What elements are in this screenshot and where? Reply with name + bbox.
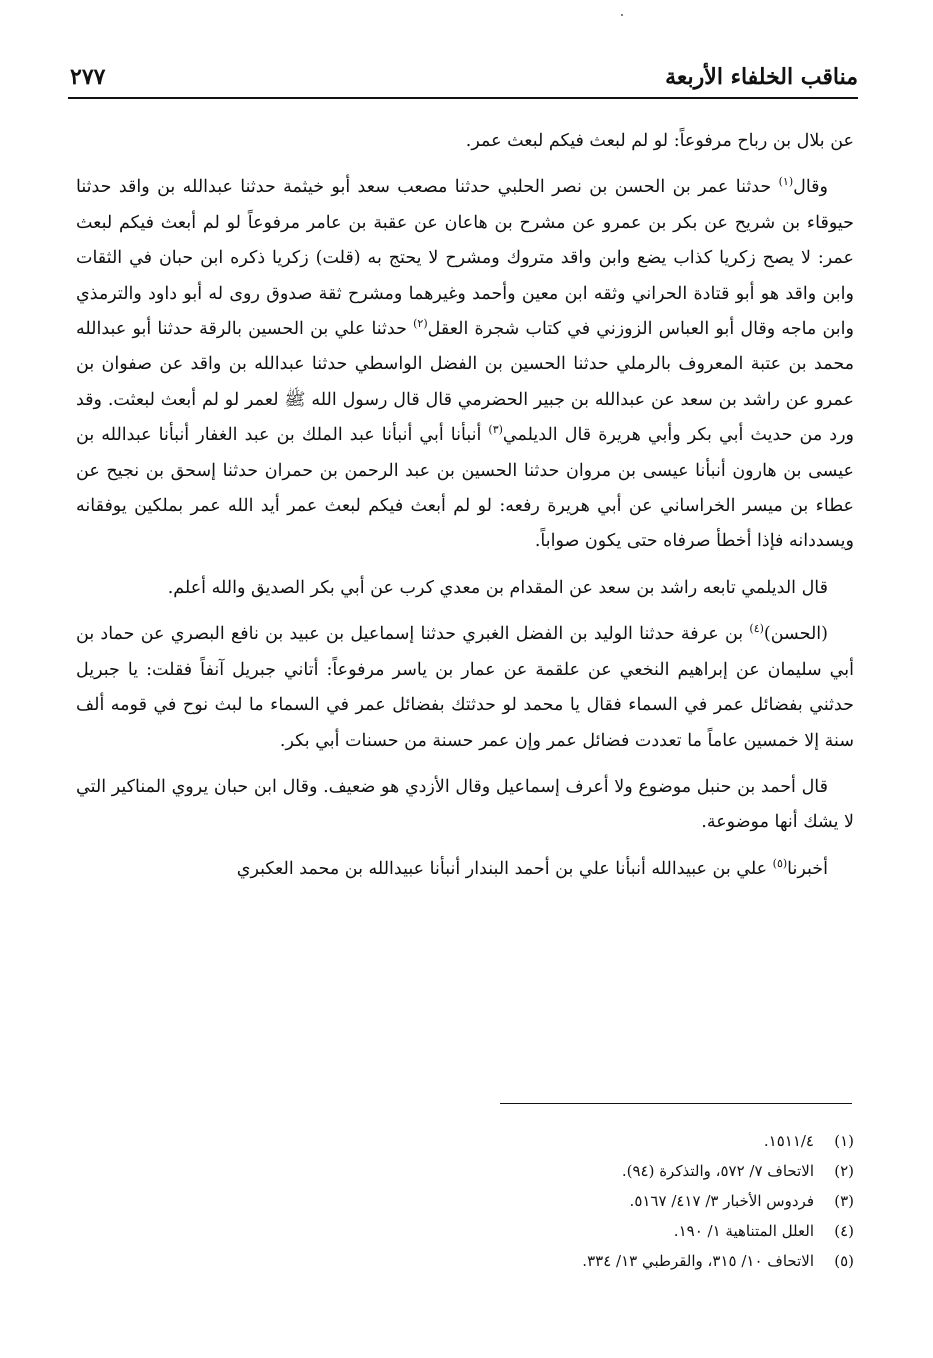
paragraph-text: قال أحمد بن حنبل موضوع ولا أعرف إسماعيل وقال الأزدي هو ضعيف. وقال ابن حبان يروي المناكير التي لا يشك أنها موضوعة. <box>76 776 854 833</box>
header-rule <box>68 97 858 99</box>
footnote-separator <box>500 1103 852 1104</box>
paragraph <box>76 770 854 841</box>
running-header <box>68 62 858 96</box>
footnote-reference: (١) <box>778 175 794 189</box>
footnote-reference: (٣) <box>488 423 503 437</box>
paragraph-text: وقال <box>793 177 828 198</box>
paragraph-text: عن بلال بن رباح مرفوعاً: لو لم لبعث فيكم لبعث عمر. <box>465 131 854 151</box>
paragraph <box>76 617 854 759</box>
footnote-text: الاتحاف ١٠/ ٣١٥، والقرطبي ١٣/ ٣٣٤. <box>582 1252 814 1270</box>
main-text <box>76 124 854 898</box>
footnote-text: ١٥١١/٤. <box>763 1132 814 1150</box>
paragraph <box>76 571 854 606</box>
paragraph-text: علي بن عبيدالله أنبأنا علي بن أحمد البندار أنبأنا عبيدالله بن محمد العكبري <box>236 858 773 879</box>
footnote-text: فردوس الأخبار ٣/ ٤١٧/ ٥١٦٧. <box>629 1192 814 1210</box>
scan-speck <box>621 14 623 16</box>
footnote-item <box>150 1246 854 1276</box>
footnote-item <box>150 1216 854 1246</box>
footnote-number: (٢) <box>834 1162 854 1180</box>
paragraph <box>76 170 854 559</box>
footnotes <box>150 1126 854 1276</box>
paragraph-text: حدثنا علي بن الحسين بالرقة حدثنا أبو عبدالله محمد بن عتبة المعروف بالرملي حدثنا الحسين بن الفضل الواسطي حدثنا عبدالله بن واقد عن صفوان بن عمرو عن راشد بن سعد عن عبدالله بن جبير الحضرمي قال قال رسول الله ﷺ لعمر لو لم أبعث لبعثت. وقد ورد من حديث أبي بكر وأبي هريرة قال الديلمي <box>76 319 854 446</box>
footnote-item <box>150 1186 854 1216</box>
page-number: ٢٧٧ <box>70 64 106 90</box>
footnote-reference: (٤) <box>749 622 764 636</box>
paragraph-text: قال الديلمي تابعه راشد بن سعد عن المقدام بن معدي كرب عن أبي بكر الصديق والله أعلم. <box>167 577 828 598</box>
paragraph <box>76 124 854 159</box>
footnote-number: (٤) <box>834 1222 854 1240</box>
paragraph-text: حدثنا عمر بن الحسن بن نصر الحلبي حدثنا مصعب سعد أبو خيثمة حدثنا عبدالله بن واقد حدثنا حيوقاء بن شريح عن بكر بن عمرو عن مشرح بن هاعان عن عقبة بن عامر مرفوعاً لو لم أبعث فيكم لبعث عمر: لا يصح زكريا كذاب يضع وابن واقد متروك ومشرح لا يحتج به (قلت) زكريا ذكره ابن حبان في الثقات وابن واقد هو أبو قتادة الحراني وثقه ابن معين وأحمد وغيرهما ومشرح ثقة صدوق روى له أبو داود والترمذي وابن ماجه وقال أبو العباس الزوزني في كتاب شجرة العقل <box>76 177 854 340</box>
paragraph-text: أنبأنا أبي أنبأنا عبد الملك بن عبد الغفار أنبأنا عبدالله بن عيسى بن هارون أنبأنا عيسى بن مروان حدثنا الحسين بن عبد الرحمن بن حمران حدثنا إسحق بن نجيح عن عطاء بن ميسر الخراساني عن أبي هريرة رفعه: لو لم أبعث فيكم لبعث عمر أيد الله عمر بملكين يوفقانه ويسددانه فإذا أخطأ صرفاه حتى يكون صواباً. <box>76 425 854 552</box>
footnote-reference: (٢) <box>413 317 428 331</box>
paragraph-text: بن عرفة حدثنا الوليد بن الفضل الغبري حدثنا إسماعيل بن عبيد بن نافع البصري عن حماد بن أبي سليمان عن إبراهيم النخعي عن علقمة عن عمار بن ياسر مرفوعاً: أتاني جبريل آنفاً فقلت: يا جبريل حدثني بفضائل عمر في السماء فقال يا محمد لو حدثتك بفضائل عمر في السماء ما لبث نوح في قومه ألف سنة إلا خمسين عاماً ما تعددت فضائل عمر وإن عمر حسنة من حسنات أبي بكر. <box>76 624 854 751</box>
footnote-item <box>150 1156 854 1186</box>
running-title: مناقب الخلفاء الأربعة <box>665 64 858 90</box>
footnote-text: الاتحاف ٧/ ٥٧٢، والتذكرة (٩٤). <box>621 1162 814 1180</box>
paragraph-text: أخبرنا <box>787 858 828 879</box>
footnote-number: (١) <box>834 1132 854 1150</box>
footnote-item <box>150 1126 854 1156</box>
footnote-reference: (٥) <box>772 856 788 870</box>
footnote-number: (٥) <box>834 1252 854 1270</box>
footnote-number: (٣) <box>834 1192 854 1210</box>
footnote-text: العلل المتناهية ١/ ١٩٠. <box>673 1222 814 1240</box>
paragraph-text: (الحسن) <box>763 624 828 645</box>
paragraph <box>76 852 854 887</box>
